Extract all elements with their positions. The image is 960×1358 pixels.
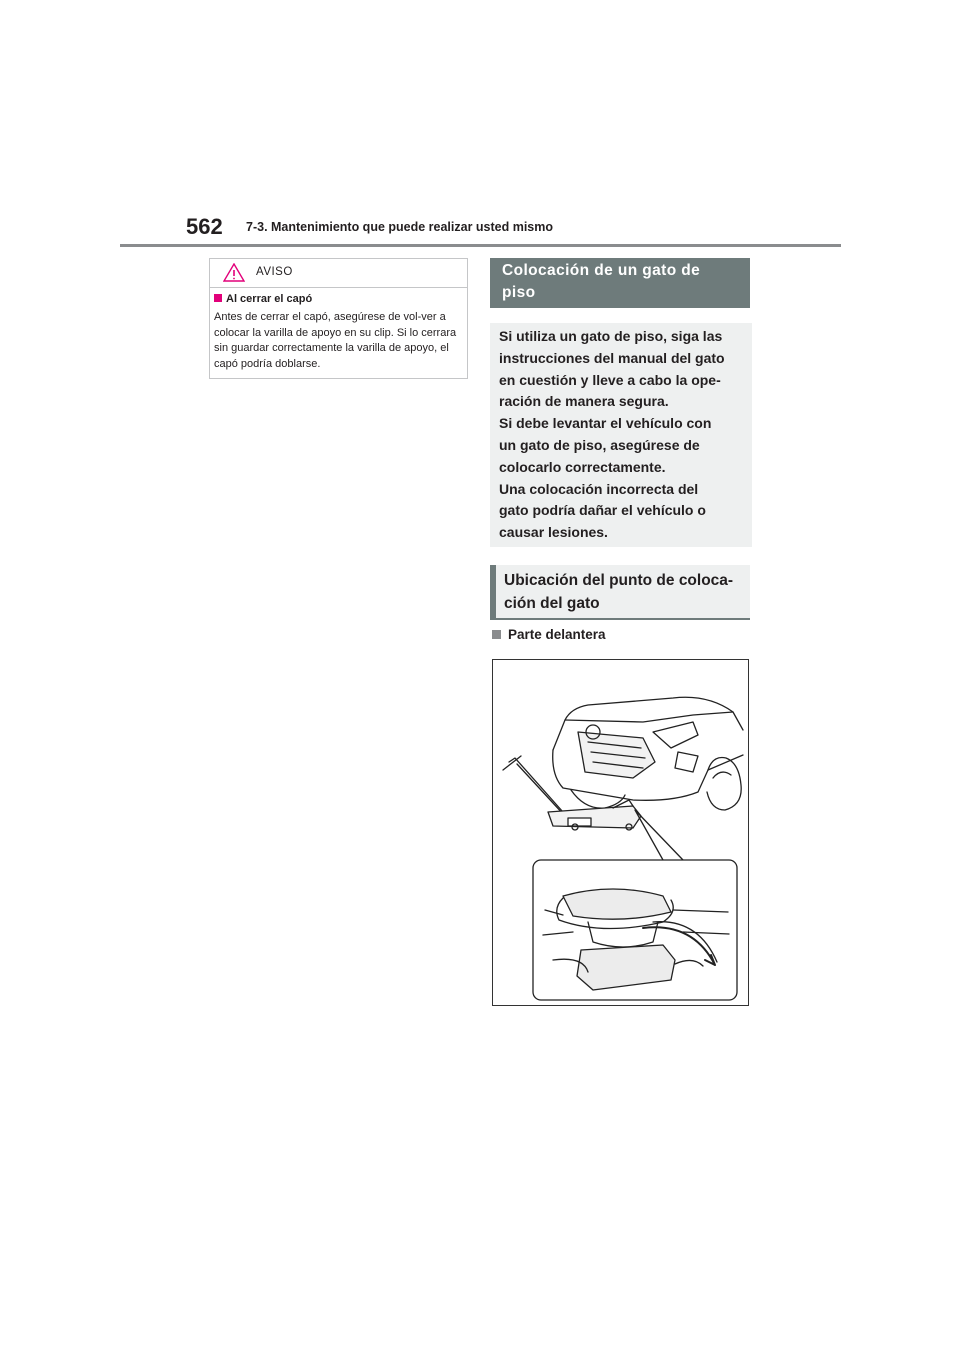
bullet-square-icon	[214, 294, 222, 302]
warning-box	[209, 258, 468, 379]
info-line: instrucciones del manual del gato	[499, 349, 725, 366]
running-header: 7-3. Mantenimiento que puede realizar usted mismo	[246, 220, 554, 234]
info-line: Si utiliza un gato de piso, siga las	[499, 328, 723, 344]
info-line: ración de manera segura.	[499, 393, 669, 410]
info-line: Una colocación incorrecta del	[499, 480, 699, 497]
info-line: Si debe levantar el vehículo con	[499, 415, 712, 432]
header-rule	[120, 244, 841, 247]
jack-point-heading: Ubicación del punto de coloca-ción del gato	[490, 565, 750, 620]
info-line: un gato de piso, asegúrese de	[499, 436, 700, 453]
info-line: colocarlo correctamente.	[499, 458, 666, 475]
inset-jack-pad	[563, 889, 671, 919]
jack-illustration	[492, 659, 749, 1006]
front-subheading: Parte delantera	[492, 627, 606, 642]
car-wheel-right	[707, 758, 741, 811]
car-headlight	[653, 722, 698, 748]
warning-title: AVISO	[256, 266, 293, 278]
section-heading-band: Colocación de un gato de piso	[490, 258, 750, 308]
info-line: causar lesiones.	[499, 524, 608, 541]
info-box	[490, 323, 752, 547]
warning-header	[210, 259, 467, 288]
info-line: gato podría dañar el vehículo o	[499, 502, 706, 519]
warning-body: Antes de cerrar el capó, asegúrese de vol-ver a colocar la varilla de apoyo en su clip. Si lo cerrara sin guardar correctamente la varilla de apoyo, el capó podría doblarse.	[214, 311, 457, 370]
info-line: en cuestión y lleve a cabo la ope-	[499, 371, 721, 388]
warning-subtitle: Al cerrar el capó	[214, 293, 312, 305]
page-number: 562	[186, 214, 223, 239]
bullet-square-icon	[492, 630, 501, 639]
warning-triangle-icon	[223, 263, 245, 287]
